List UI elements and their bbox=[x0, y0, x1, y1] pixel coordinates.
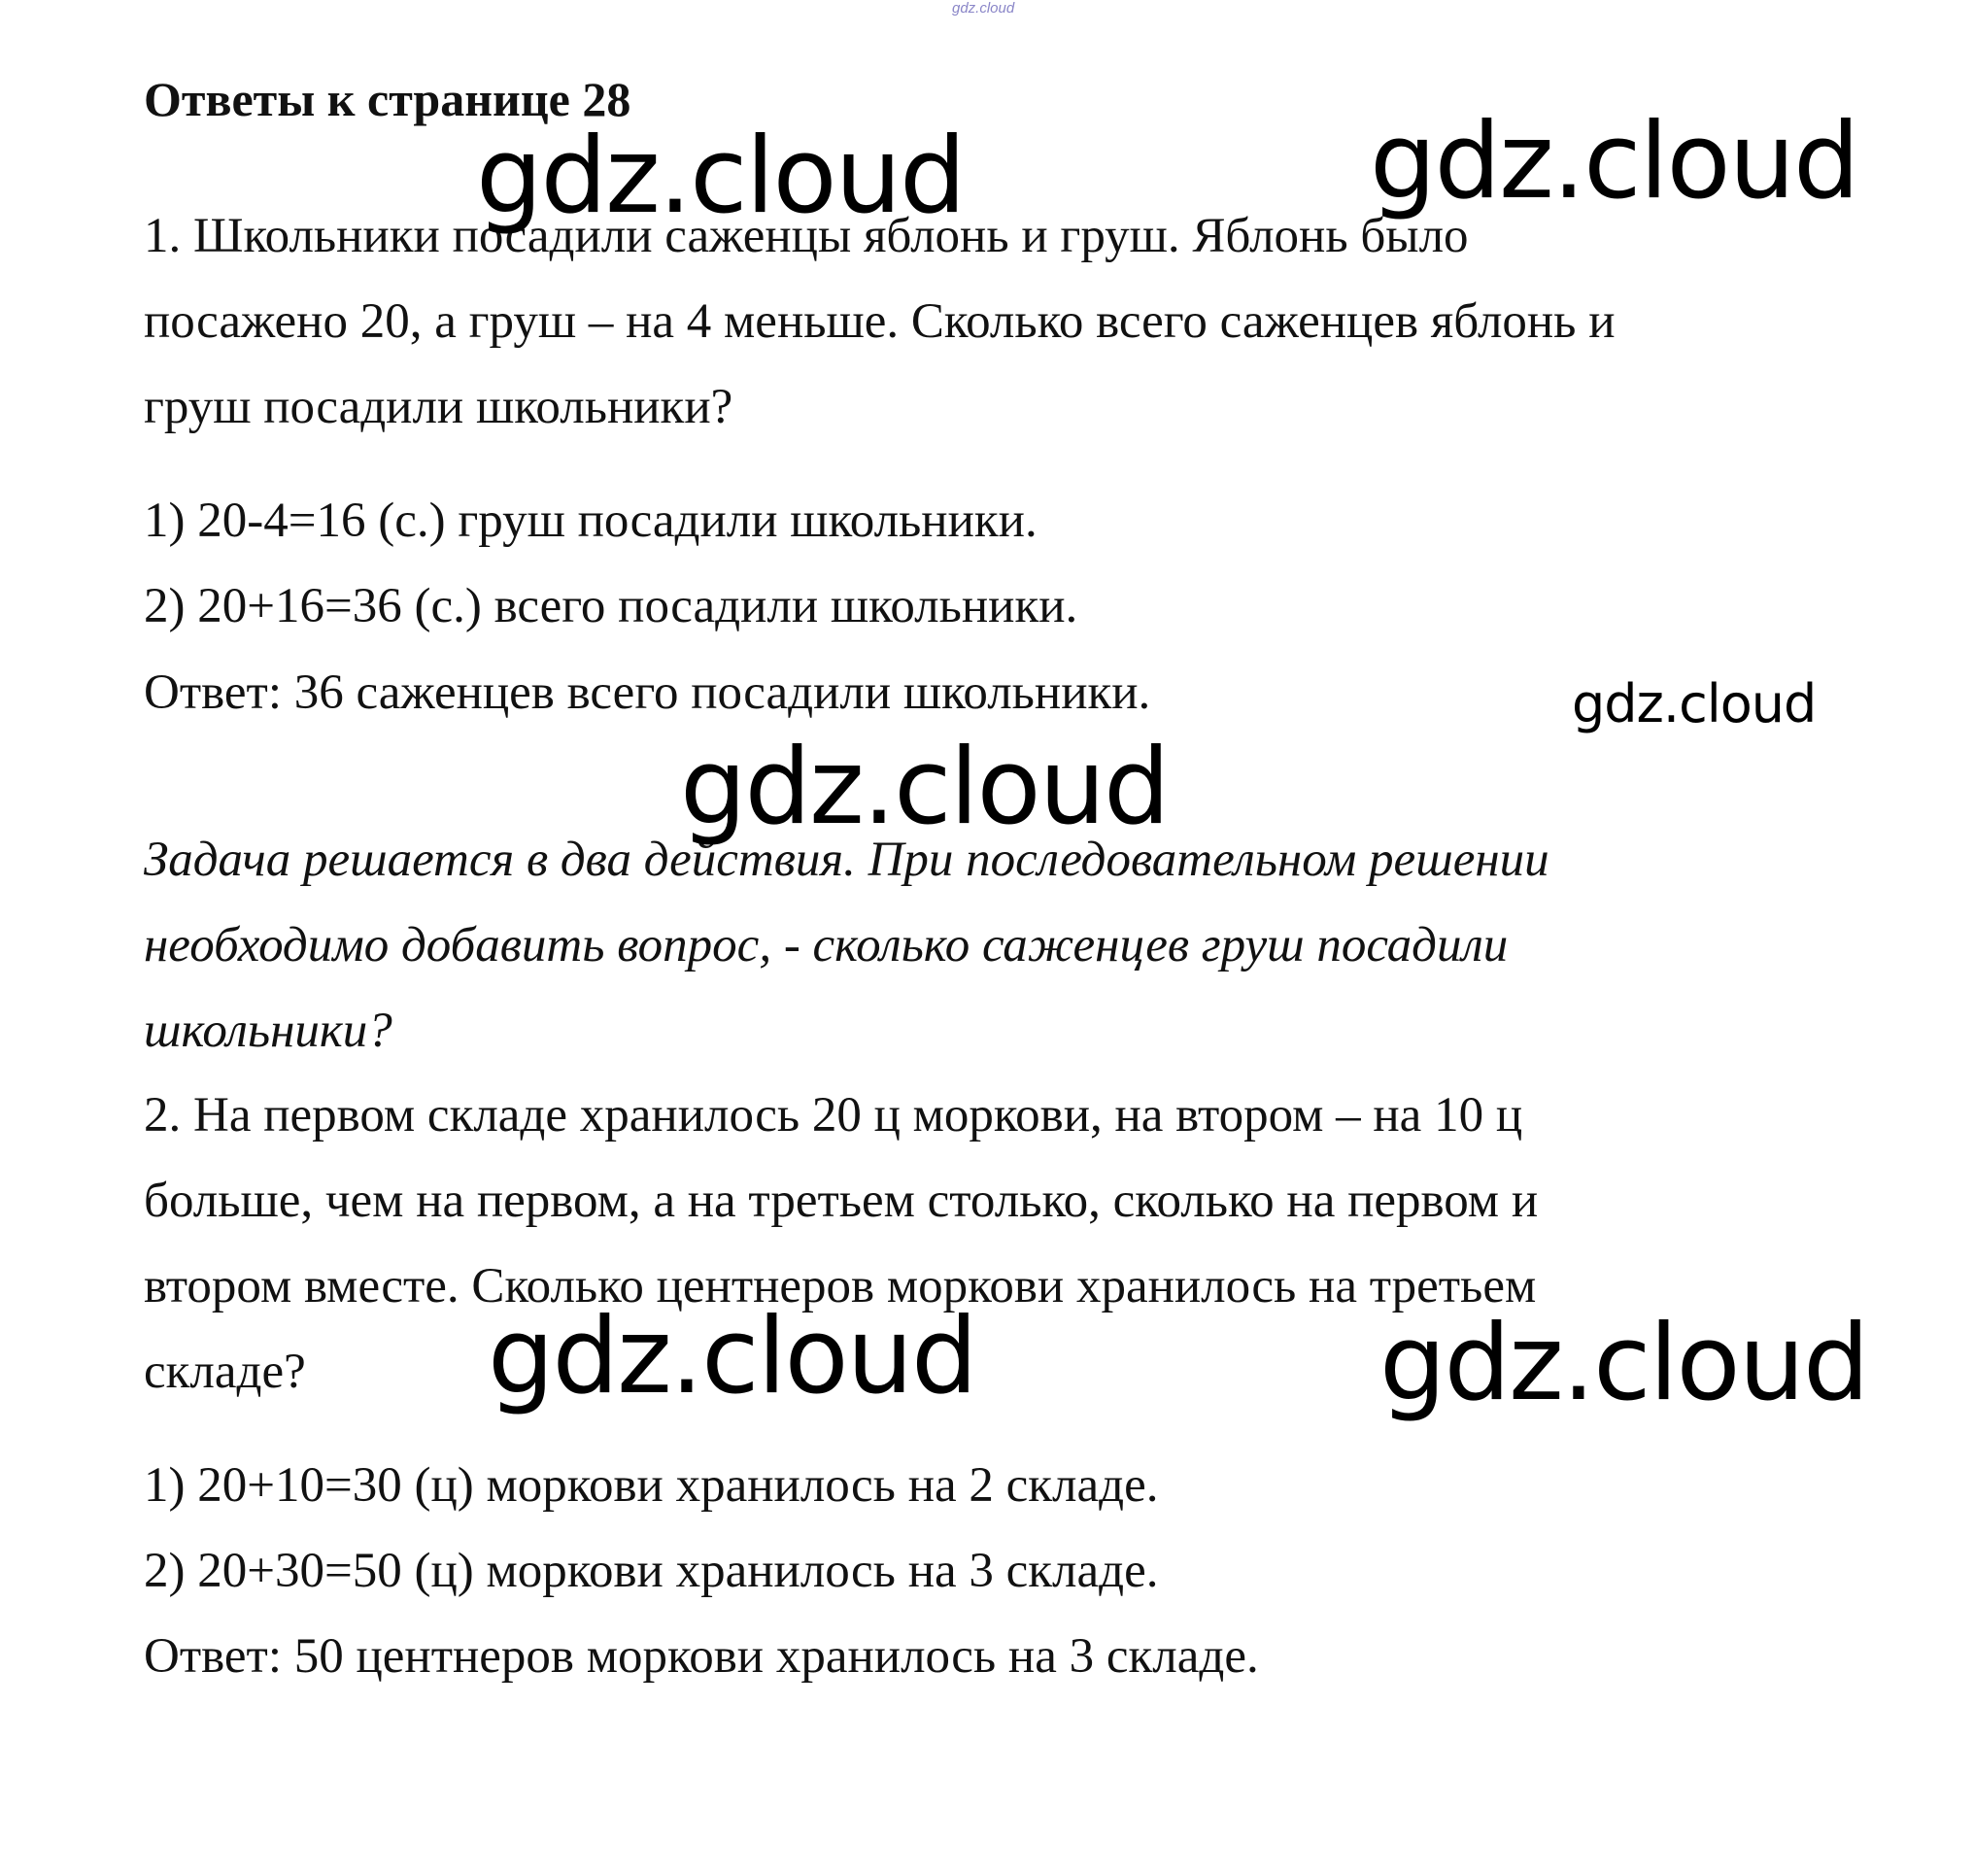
task1-answer: Ответ: 36 саженцев всего посадили школьники. bbox=[144, 665, 1151, 720]
task2-line-2: больше, чем на первом, а на третьем столько, сколько на первом и bbox=[144, 1174, 1539, 1228]
task2-answer: Ответ: 50 центнеров моркови хранилось на 3 складе. bbox=[144, 1629, 1259, 1684]
note-line-3: школьники? bbox=[144, 1004, 392, 1058]
watermark-1: gdz.cloud bbox=[476, 116, 965, 237]
task2-step-2: 2) 20+30=50 (ц) моркови хранилось на 3 складе. bbox=[144, 1544, 1159, 1598]
task2-line-1: 2. На первом складе хранилось 20 ц моркови, на втором – на 10 ц bbox=[144, 1088, 1523, 1143]
task1-line-3: груш посадили школьники? bbox=[144, 380, 733, 434]
watermark-6: gdz.cloud bbox=[1379, 1303, 1868, 1424]
task1-line-2: посажено 20, а груш – на 4 меньше. Сколько всего саженцев яблонь и bbox=[144, 294, 1616, 349]
page-heading: Ответы к странице 28 bbox=[144, 72, 631, 126]
task1-line-1: 1. Школьники посадили саженцы яблонь и груш. Яблонь было bbox=[144, 209, 1469, 263]
note-line-2: необходимо добавить вопрос, - сколько саженцев груш посадили bbox=[144, 918, 1509, 972]
task1-step-1: 1) 20-4=16 (с.) груш посадили школьники. bbox=[144, 494, 1038, 548]
note-line-1: Задача решается в два действия. При последовательном решении bbox=[144, 833, 1549, 887]
task1-step-2: 2) 20+16=36 (с.) всего посадили школьники. bbox=[144, 579, 1078, 633]
task2-line-3: втором вместе. Сколько центнеров моркови хранилось на третьем bbox=[144, 1259, 1537, 1313]
task2-line-4: складе? bbox=[144, 1345, 306, 1399]
watermark-3: gdz.cloud bbox=[1572, 673, 1817, 734]
task2-step-1: 1) 20+10=30 (ц) моркови хранилось на 2 складе. bbox=[144, 1458, 1159, 1513]
watermark-2: gdz.cloud bbox=[1370, 101, 1858, 222]
watermark-4: gdz.cloud bbox=[680, 727, 1169, 848]
top-watermark: gdz.cloud bbox=[952, 0, 1015, 17]
watermark-5: gdz.cloud bbox=[488, 1296, 976, 1417]
